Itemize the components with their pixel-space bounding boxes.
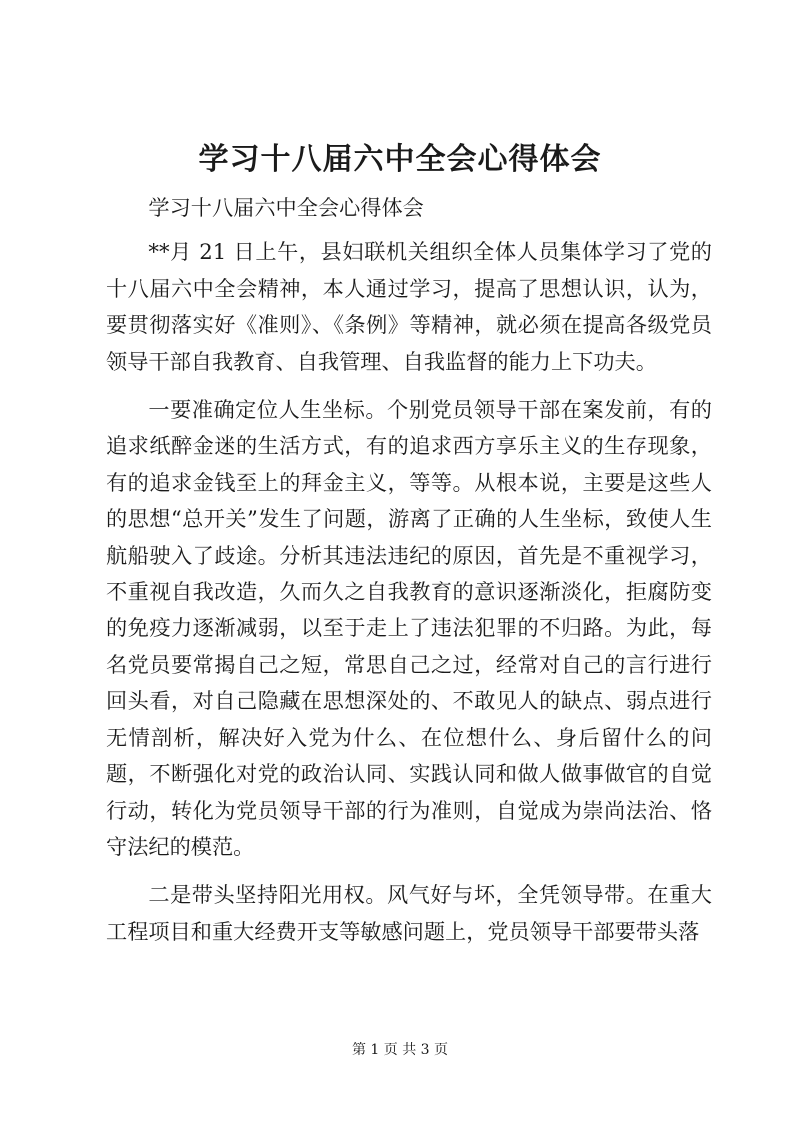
paragraph-intro: **月 21 日上午，县妇联机关组织全体人员集体学习了党的十八届六中全会精神，本人通过学习，提高了思想认识，认为，要贯彻落实好《准则》、《条例》等精神，就必须在提高各级党员领导干部自我教育、自我管理、自我监督的能力上下功夫。: [106, 239, 712, 374]
paragraph-point-two: 二是带头坚持阳光用权。风气好与坏，全凭领导带。在重大工程项目和重大经费开支等敏感问题上，党员领导干部要带头落: [106, 882, 712, 944]
page-footer: 第 1 页 共 3 页: [351, 1042, 449, 1058]
paragraph-point-one: 一要准确定位人生坐标。个别党员领导干部在案发前，有的追求纸醉金迷的生活方式，有的追求西方享乐主义的生存现象，有的追求金钱至上的拜金主义，等等。从根本说，主要是这些人的思想“总开关”发生了问题，游离了正确的人生坐标，致使人生航船驶入了歧途。分析其违法违纪的原因，首先是不重视学习，不重视自我改造，久而久之自我教育的意识逐渐淡化，拒腐防变的免疫力逐渐减弱，以至于走上了违法犯罪的不归路。为此，每名党员要常揭自己之短，常思自己之过，经常对自己的言行进行回头看，对自己隐藏在思想深处的、不敢见人的缺点、弱点进行无情剖析，解决好入党为什么、在位想什么、身后留什么的问题，不断强化对党的政治认同、实践认同和做人做事做官的自觉行动，转化为党员领导干部的行为准则，自觉成为崇尚法治、恪守法纪的模范。: [106, 397, 712, 859]
document-subtitle: 学习十八届六中全会心得体会: [148, 195, 424, 220]
document-title: 学习十八届六中全会心得体会: [198, 142, 602, 177]
document-body: [106, 190, 712, 962]
